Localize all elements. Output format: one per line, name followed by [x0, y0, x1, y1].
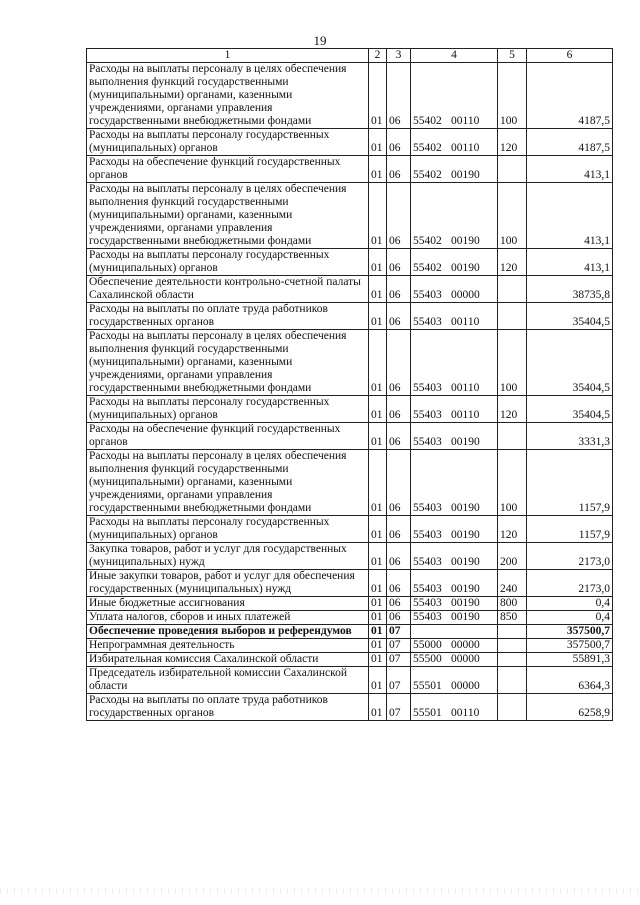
row-subsection: 07	[387, 639, 411, 653]
row-amount: 35404,5	[527, 396, 613, 423]
row-amount: 1157,9	[527, 450, 613, 516]
row-amount: 413,1	[527, 183, 613, 249]
row-section: 01	[369, 129, 387, 156]
row-name: Председатель избирательной комиссии Сахалинской области	[87, 667, 369, 694]
row-target-code	[411, 667, 498, 694]
table-row	[87, 516, 613, 543]
row-subsection: 06	[387, 63, 411, 129]
row-section: 01	[369, 639, 387, 653]
row-program-code: 55403	[413, 382, 442, 394]
table-row	[87, 330, 613, 396]
table-row	[87, 423, 613, 450]
row-program-code: 55403	[413, 409, 442, 421]
row-expense-type: 120	[498, 396, 527, 423]
row-target-code	[411, 450, 498, 516]
row-name: Расходы на выплаты персоналу в целях обеспечения выполнения функций государственными (муниципальными) органами, казенными учреждениями, органами управления государственными внебюджетными фондами	[87, 63, 369, 129]
row-name: Расходы на выплаты персоналу в целях обеспечения выполнения функций государственными (муниципальными) органами, казенными учреждениями, органами управления государственными внебюджетными фондами	[87, 450, 369, 516]
row-amount: 35404,5	[527, 330, 613, 396]
table-row	[87, 611, 613, 625]
row-name: Иные закупки товаров, работ и услуг для обеспечения государственных (муниципальных) нужд	[87, 570, 369, 597]
row-direction-code: 00190	[451, 502, 480, 514]
table-row	[87, 129, 613, 156]
row-direction-code: 00110	[451, 409, 480, 421]
row-expense-type: 200	[498, 543, 527, 570]
row-program-code: 55403	[413, 436, 442, 448]
row-expense-type	[498, 639, 527, 653]
row-program-code: 55402	[413, 115, 442, 127]
row-amount: 0,4	[527, 611, 613, 625]
table-row	[87, 450, 613, 516]
row-subsection: 06	[387, 183, 411, 249]
row-amount: 357500,7	[527, 639, 613, 653]
row-section: 01	[369, 625, 387, 639]
column-header: 6	[527, 49, 613, 63]
row-subsection: 06	[387, 156, 411, 183]
row-subsection: 06	[387, 543, 411, 570]
row-direction-code: 00000	[451, 289, 480, 301]
row-amount: 38735,8	[527, 276, 613, 303]
row-section: 01	[369, 450, 387, 516]
row-program-code: 55403	[413, 597, 442, 609]
page-number: 19	[313, 33, 327, 48]
row-name: Обеспечение деятельности контрольно-счетной палаты Сахалинской области	[87, 276, 369, 303]
row-subsection: 07	[387, 667, 411, 694]
table-row	[87, 570, 613, 597]
row-amount: 2173,0	[527, 543, 613, 570]
row-direction-code: 00190	[451, 611, 480, 623]
row-program-code: 55000	[413, 639, 442, 651]
row-name: Расходы на выплаты персоналу государственных (муниципальных) органов	[87, 129, 369, 156]
row-direction-code: 00110	[451, 382, 480, 394]
row-amount: 413,1	[527, 249, 613, 276]
row-section: 01	[369, 653, 387, 667]
row-program-code: 55403	[413, 529, 442, 541]
row-target-code	[411, 396, 498, 423]
table-row	[87, 639, 613, 653]
table-row	[87, 156, 613, 183]
row-subsection: 06	[387, 249, 411, 276]
row-section: 01	[369, 396, 387, 423]
row-name: Расходы на выплаты персоналу в целях обеспечения выполнения функций государственными (муниципальными) органами, казенными учреждениями, органами управления государственными внебюджетными фондами	[87, 330, 369, 396]
row-subsection: 06	[387, 129, 411, 156]
budget-table	[86, 48, 613, 721]
row-section: 01	[369, 611, 387, 625]
row-expense-type: 100	[498, 330, 527, 396]
row-target-code	[411, 639, 498, 653]
row-amount: 0,4	[527, 597, 613, 611]
row-program-code: 55402	[413, 142, 442, 154]
row-program-code: 55402	[413, 235, 442, 247]
row-direction-code: 00110	[451, 115, 480, 127]
row-subsection: 06	[387, 516, 411, 543]
table-body	[87, 63, 613, 721]
column-header: 4	[411, 49, 498, 63]
table-row	[87, 667, 613, 694]
row-expense-type	[498, 653, 527, 667]
row-target-code	[411, 597, 498, 611]
row-amount: 413,1	[527, 156, 613, 183]
row-target-code	[411, 156, 498, 183]
row-name: Уплата налогов, сборов и иных платежей	[87, 611, 369, 625]
table-row	[87, 543, 613, 570]
row-program-code: 55403	[413, 556, 442, 568]
row-section: 01	[369, 667, 387, 694]
row-name: Непрограммная деятельность	[87, 639, 369, 653]
row-expense-type: 240	[498, 570, 527, 597]
row-expense-type	[498, 694, 527, 721]
row-program-code: 55403	[413, 316, 442, 328]
row-program-code: 55500	[413, 653, 442, 665]
row-target-code	[411, 543, 498, 570]
row-amount: 55891,3	[527, 653, 613, 667]
row-target-code	[411, 653, 498, 667]
table-row	[87, 249, 613, 276]
scan-artifact	[0, 888, 640, 894]
row-direction-code: 00190	[451, 262, 480, 274]
row-name: Расходы на выплаты персоналу государственных (муниципальных) органов	[87, 396, 369, 423]
row-program-code: 55403	[413, 611, 442, 623]
row-section: 01	[369, 156, 387, 183]
row-section: 01	[369, 63, 387, 129]
row-target-code	[411, 423, 498, 450]
row-target-code	[411, 183, 498, 249]
row-expense-type	[498, 423, 527, 450]
row-subsection: 06	[387, 396, 411, 423]
row-section: 01	[369, 597, 387, 611]
row-expense-type: 100	[498, 450, 527, 516]
row-expense-type: 800	[498, 597, 527, 611]
table-row	[87, 597, 613, 611]
row-direction-code: 00190	[451, 529, 480, 541]
row-target-code	[411, 611, 498, 625]
row-name: Иные бюджетные ассигнования	[87, 597, 369, 611]
row-program-code: 55403	[413, 289, 442, 301]
row-expense-type	[498, 303, 527, 330]
row-direction-code: 00190	[451, 556, 480, 568]
row-expense-type	[498, 625, 527, 639]
row-direction-code: 00190	[451, 436, 480, 448]
row-section: 01	[369, 543, 387, 570]
row-target-code	[411, 570, 498, 597]
row-name: Расходы на обеспечение функций государственных органов	[87, 423, 369, 450]
row-name: Расходы на выплаты персоналу государственных (муниципальных) органов	[87, 516, 369, 543]
row-direction-code: 00110	[451, 142, 480, 154]
row-program-code: 55402	[413, 169, 442, 181]
row-direction-code: 00000	[451, 680, 480, 692]
row-amount: 2173,0	[527, 570, 613, 597]
row-section: 01	[369, 276, 387, 303]
column-header: 5	[498, 49, 527, 63]
row-direction-code: 00000	[451, 639, 480, 651]
row-section: 01	[369, 183, 387, 249]
row-program-code: 55501	[413, 680, 442, 692]
row-direction-code: 00190	[451, 597, 480, 609]
row-name: Расходы на обеспечение функций государственных органов	[87, 156, 369, 183]
row-expense-type: 100	[498, 63, 527, 129]
row-subsection: 06	[387, 303, 411, 330]
row-amount: 6364,3	[527, 667, 613, 694]
row-target-code	[411, 330, 498, 396]
table-row	[87, 63, 613, 129]
column-header: 2	[369, 49, 387, 63]
row-name: Обеспечение проведения выборов и референдумов	[87, 625, 369, 639]
row-section: 01	[369, 249, 387, 276]
row-amount: 4187,5	[527, 63, 613, 129]
column-header: 3	[387, 49, 411, 63]
row-amount: 35404,5	[527, 303, 613, 330]
row-expense-type: 850	[498, 611, 527, 625]
row-program-code: 55501	[413, 707, 442, 719]
row-program-code: 55403	[413, 583, 442, 595]
row-target-code	[411, 625, 498, 639]
row-name: Расходы на выплаты по оплате труда работников государственных органов	[87, 694, 369, 721]
row-target-code	[411, 276, 498, 303]
row-direction-code: 00110	[451, 707, 480, 719]
row-name: Закупка товаров, работ и услуг для государственных (муниципальных) нужд	[87, 543, 369, 570]
table-row	[87, 303, 613, 330]
row-expense-type: 120	[498, 516, 527, 543]
row-target-code	[411, 63, 498, 129]
table-row	[87, 396, 613, 423]
row-amount: 3331,3	[527, 423, 613, 450]
header-row	[87, 49, 613, 63]
row-subsection: 06	[387, 330, 411, 396]
row-section: 01	[369, 516, 387, 543]
row-section: 01	[369, 330, 387, 396]
table-row	[87, 653, 613, 667]
row-section: 01	[369, 570, 387, 597]
row-direction-code: 00110	[451, 316, 480, 328]
row-expense-type: 120	[498, 129, 527, 156]
row-direction-code: 00190	[451, 169, 480, 181]
row-program-code: 55403	[413, 502, 442, 514]
row-direction-code: 00000	[451, 653, 480, 665]
table-row	[87, 694, 613, 721]
row-target-code	[411, 516, 498, 543]
row-section: 01	[369, 423, 387, 450]
column-header: 1	[87, 49, 369, 63]
row-section: 01	[369, 694, 387, 721]
row-expense-type: 100	[498, 183, 527, 249]
table-row	[87, 276, 613, 303]
row-name: Расходы на выплаты по оплате труда работников государственных органов	[87, 303, 369, 330]
row-target-code	[411, 129, 498, 156]
row-expense-type: 120	[498, 249, 527, 276]
row-direction-code: 00190	[451, 583, 480, 595]
row-amount: 4187,5	[527, 129, 613, 156]
row-program-code: 55402	[413, 262, 442, 274]
row-subsection: 07	[387, 653, 411, 667]
row-name: Расходы на выплаты персоналу государственных (муниципальных) органов	[87, 249, 369, 276]
row-section: 01	[369, 303, 387, 330]
row-subsection: 06	[387, 450, 411, 516]
row-amount: 357500,7	[527, 625, 613, 639]
row-name: Расходы на выплаты персоналу в целях обеспечения выполнения функций государственными (муниципальными) органами, казенными учреждениями, органами управления государственными внебюджетными фондами	[87, 183, 369, 249]
row-subsection: 07	[387, 625, 411, 639]
row-target-code	[411, 249, 498, 276]
row-name: Избирательная комиссия Сахалинской области	[87, 653, 369, 667]
table-row	[87, 183, 613, 249]
row-amount: 1157,9	[527, 516, 613, 543]
row-target-code	[411, 303, 498, 330]
row-subsection: 06	[387, 611, 411, 625]
row-subsection: 06	[387, 597, 411, 611]
row-amount: 6258,9	[527, 694, 613, 721]
row-subsection: 06	[387, 570, 411, 597]
row-direction-code: 00190	[451, 235, 480, 247]
row-subsection: 06	[387, 423, 411, 450]
row-subsection: 06	[387, 276, 411, 303]
row-expense-type	[498, 667, 527, 694]
row-target-code	[411, 694, 498, 721]
row-expense-type	[498, 276, 527, 303]
row-expense-type	[498, 156, 527, 183]
table-row	[87, 625, 613, 639]
row-subsection: 07	[387, 694, 411, 721]
